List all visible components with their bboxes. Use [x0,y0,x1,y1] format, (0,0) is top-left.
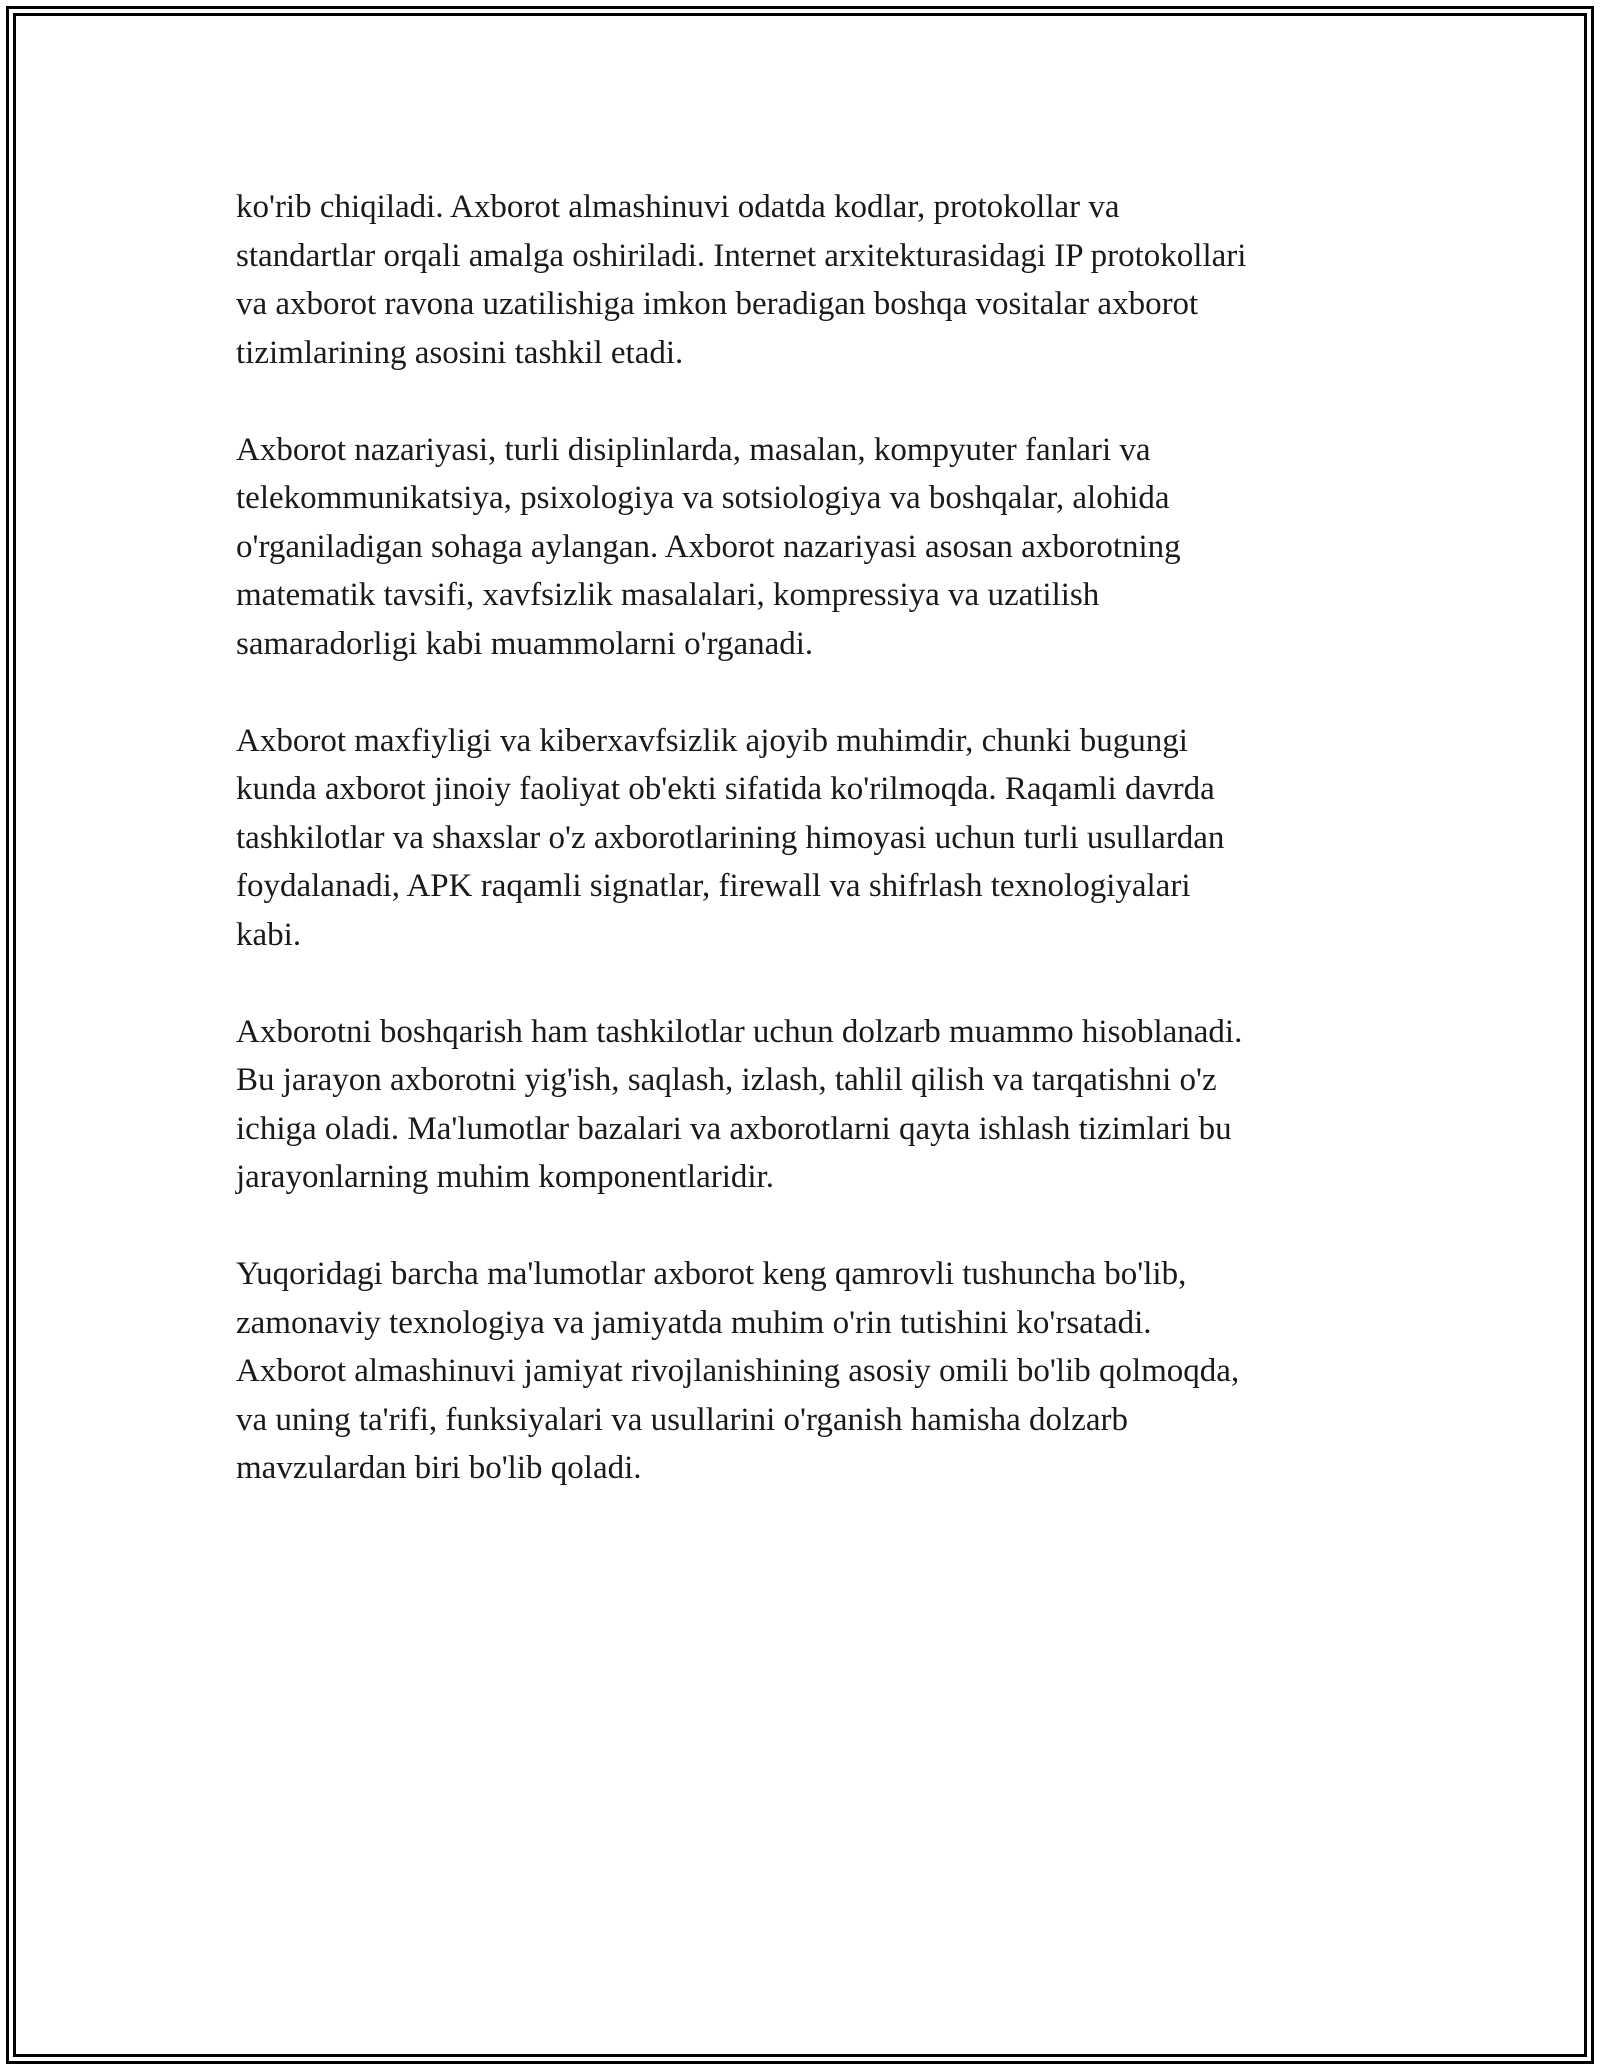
paragraph-5: Yuqoridagi barcha ma'lumotlar axborot keng qamrovli tushuncha bo'lib, zamonaviy texnologiya va jamiyatda muhim o'rin tutishini ko'rsatadi. Axborot almashinuvi jamiyat rivojlanishining asosiy omili bo'lib qolmoqda, va uning ta'rifi, funksiyalari va usullarini o'rganish hamisha dolzarb mavzulardan biri bo'lib qoladi. [236,1256,1240,1486]
paragraph-3: Axborot maxfiyligi va kiberxavfsizlik ajoyib muhimdir, chunki bugungi kunda axborot jinoiy faoliyat ob'ekti sifatida ko'rilmoqda. Raqamli davrda tashkilotlar va shaxslar o'z axborotlarining himoyasi uchun turli usullardan foydalanadi, APK raqamli signatlar, firewall va shifrlash texnologiyalari kabi. [236,722,1225,953]
document-body [236,183,1366,1541]
paragraph-1: ko'rib chiqiladi. Axborot almashinuvi odatda kodlar, protokollar va standartlar orqali amalga oshiriladi. Internet arxitekturasidagi IP protokollari va axborot ravona uzatilishiga imkon beradigan boshqa vositalar axborot tizimlarining asosini tashkil etadi. [236,189,1247,371]
paragraph-4: Axborotni boshqarish ham tashkilotlar uchun dolzarb muammo hisoblanadi. Bu jarayon axborotni yig'ish, saqlash, izlash, tahlil qilish va tarqatishni o'z ichiga oladi. Ma'lumotlar bazalari va axborotlarni qayta ishlash tizimlari bu jarayonlarning muhim komponentlaridir. [236,1013,1243,1195]
paragraph-2: Axborot nazariyasi, turli disiplinlarda, masalan, kompyuter fanlari va telekommunikatsiya, psixologiya va sotsiologiya va boshqalar, alohida o'rganiladigan sohaga aylangan. Axborot nazariyasi asosan axborotning matematik tavsifi, xavfsizlik masalalari, kompressiya va uzatilish samaradorligi kabi muammolarni o'rganadi. [236,431,1181,662]
